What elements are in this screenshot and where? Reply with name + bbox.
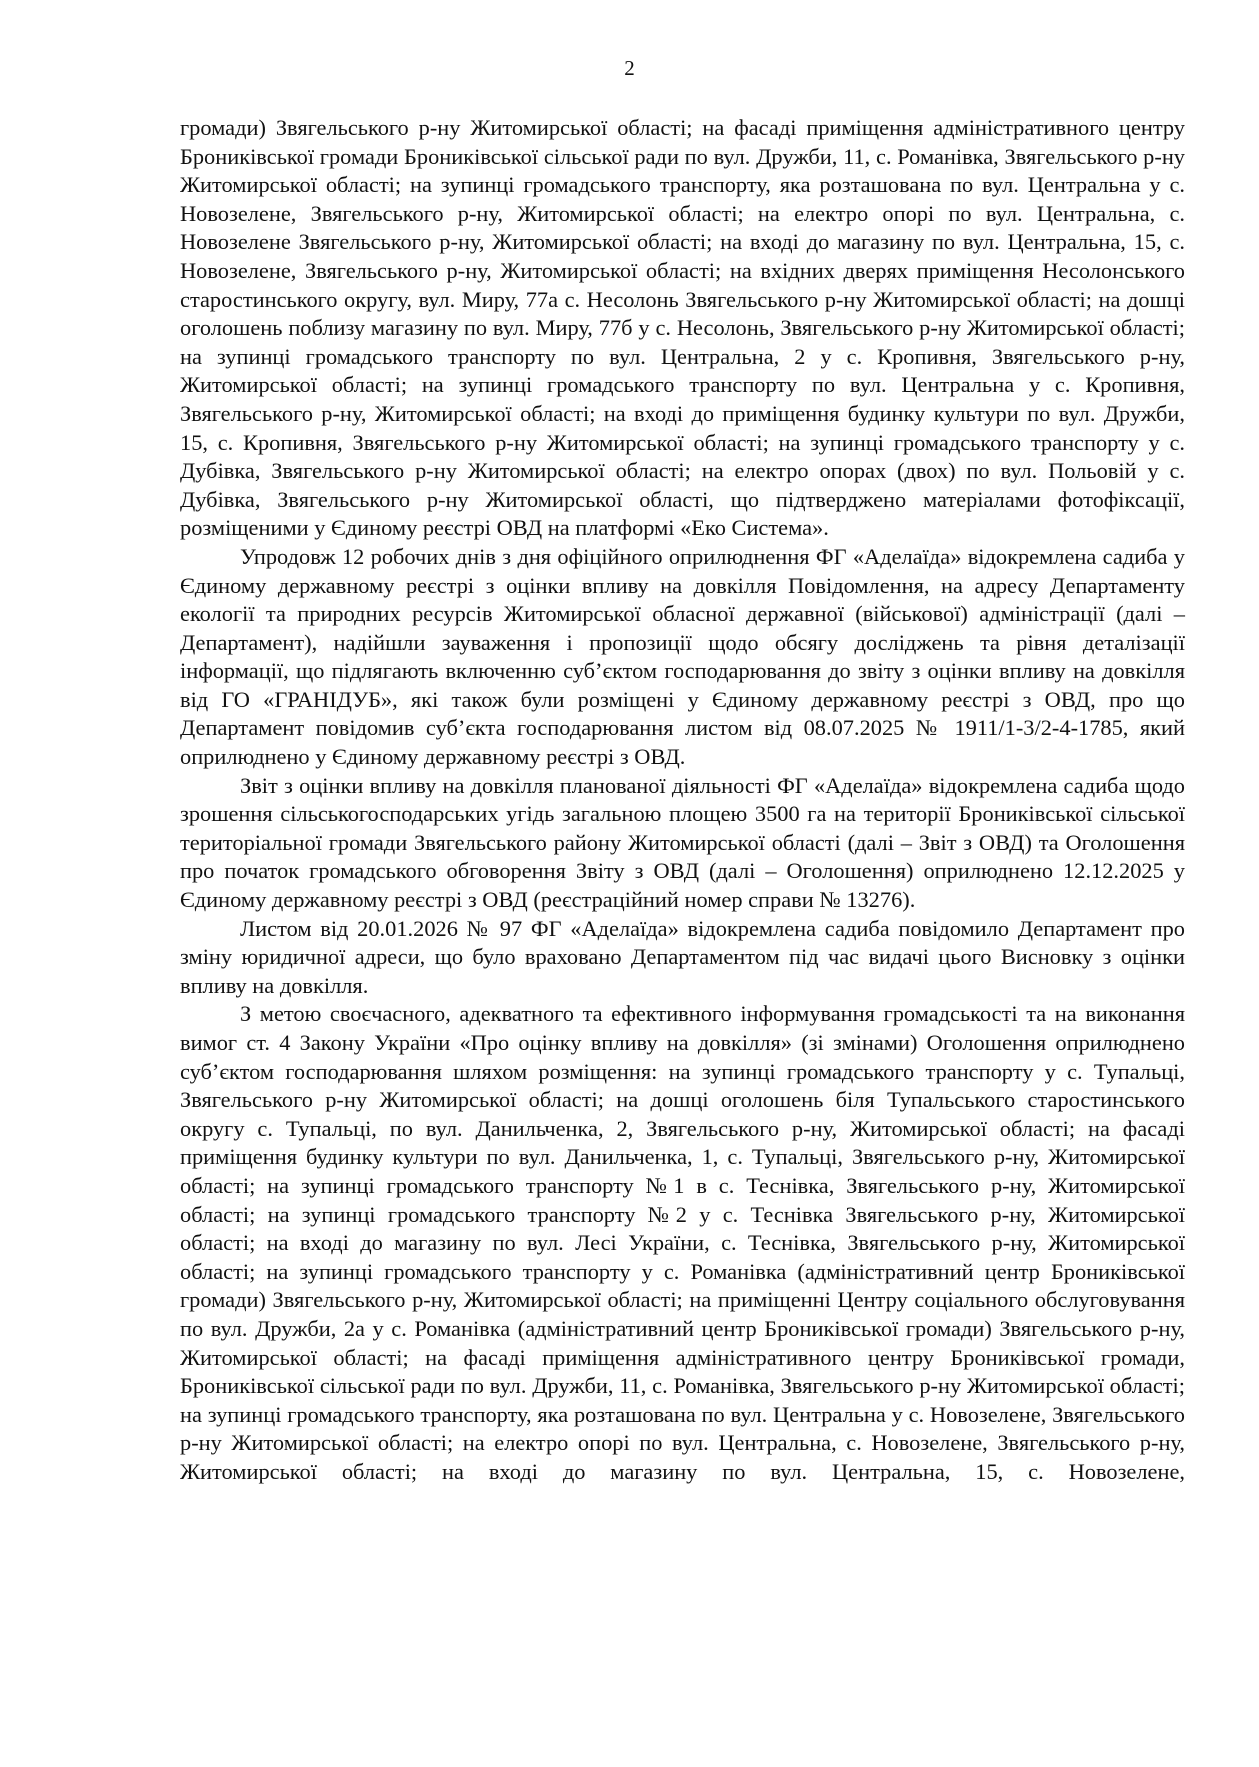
paragraph-4: Листом від 20.01.2026 № 97 ФГ «Аделаїда» відокремлена садиба повідомило Департамент про зміну юридичної адреси, що було враховано Департаментом під час видачі цього Висновку з оцінки впливу на довкілля. <box>180 915 1185 998</box>
paragraph-5: З метою своєчасного, адекватного та ефективного інформування громадськості та на виконання вимог ст. 4 Закону України «Про оцінку впливу на довкілля» (зі змінами) Оголошення оприлюднено суб’єктом господарювання шляхом розміщення: на зупинці громадського транспорту у с. Тупальці, Звягельського р-ну Житомирської області; на дошці оголошень біля Тупальського старостинського округу с. Тупальці, по вул. Данильченка, 2, Звягельського р-ну, Житомирської області; на фасаді приміщення будинку культури по вул. Данильченка, 1, с. Тупальці, Звягельського р-ну, Житомирської області; на зупинці громадського транспорту №1 в с. Теснівка, Звягельського р-ну, Житомирської області; на зупинці громадського транспорту №2 у с. Теснівка Звягельського р-ну, Житомирської області; на вході до магазину по вул. Лесі України, с. Теснівка, Звягельського р-ну, Житомирської області; на зупинці громадського транспорту у с. Романівка (адміністративний центр Брониківської громади) Звягельського р-ну, Житомирської області; на приміщенні Центру соціального обслуговування по вул. Дружби, 2а у с. Романівка (адміністративний центр Брониківської громади) Звягельського р-ну, Житомирської області; на фасаді приміщення адміністративного центру Брониківської громади, Брониківської сільської ради по вул. Дружби, 11, с. Романівка, Звягельського р-ну Житомирської області; на зупинці громадського транспорту, яка розташована по вул. Центральна у с. Новозелене, Звягельського р-ну Житомирської області; на електро опорі по вул. Центральна, с. Новозелене, Звягельського р-ну, Житомирської області; на вході до магазину по вул. Центральна, 15, с. Новозелене, <box>180 1001 1185 1484</box>
document-body <box>180 114 1185 1487</box>
paragraph-1: громади) Звягельського р-ну Житомирської області; на фасаді приміщення адміністративного центру Брониківської громади Брониківської сільської ради по вул. Дружби, 11, с. Романівка, Звягельського р-ну Житомирської області; на зупинці громадського транспорту, яка розташована по вул. Центральна у с. Новозелене, Звягельського р-ну, Житомирської області; на електро опорі по вул. Центральна, с. Новозелене Звягельського р-ну, Житомирської області; на вході до магазину по вул. Центральна, 15, с. Новозелене, Звягельського р-ну, Житомирської області; на вхідних дверях приміщення Несолонського старостинського округу, вул. Миру, 77а с. Несолонь Звягельського р-ну Житомирської області; на дошці оголошень поблизу магазину по вул. Миру, 77б у с. Несолонь, Звягельського р-ну Житомирської області; на зупинці громадського транспорту по вул. Центральна, 2 у с. Кропивня, Звягельського р-ну, Житомирської області; на зупинці громадського транспорту по вул. Центральна у с. Кропивня, Звягельського р-ну, Житомирської області; на вході до приміщення будинку культури по вул. Дружби, 15, с. Кропивня, Звягельського р-ну Житомирської області; на зупинці громадського транспорту у с. Дубівка, Звягельського р-ну Житомирської області; на електро опорах (двох) по вул. Польовій у с. Дубівка, Звягельського р-ну Житомирської області, що підтверджено матеріалами фотофіксації, розміщеними у Єдиному реєстрі ОВД на платформі «Еко Система». <box>180 115 1185 541</box>
paragraph-2: Упродовж 12 робочих днів з дня офіційного оприлюднення ФГ «Аделаїда» відокремлена садиба у Єдиному державному реєстрі з оцінки впливу на довкілля Повідомлення, на адресу Департаменту екології та природних ресурсів Житомирської обласної державної (військової) адміністрації (далі – Департамент), надійшли зауваження і пропозиції щодо обсягу досліджень та рівня деталізації інформації, що підлягають включенню суб’єктом господарювання до звіту з оцінки впливу на довкілля від ГО «ГРАНІДУБ», які також були розміщені у Єдиному державному реєстрі з ОВД, про що Департамент повідомив суб’єкта господарювання листом від 08.07.2025 № 1911/1-3/2-4-1785, який оприлюднено у Єдиному державному реєстрі з ОВД. <box>180 543 1185 770</box>
paragraph-3: Звіт з оцінки впливу на довкілля планованої діяльності ФГ «Аделаїда» відокремлена садиба щодо зрошення сільськогосподарських угідь загальною площею 3500 га на території Брониківської сільської територіальної громади Звягельського району Житомирської області (далі – Звіт з ОВД) та Оголошення про початок громадського обговорення Звіту з ОВД (далі – Оголошення) оприлюднено 12.12.2025 у Єдиному державному реєстрі з ОВД (реєстраційний номер справи № 13276). <box>180 772 1185 913</box>
page-number: 2 <box>624 56 635 80</box>
